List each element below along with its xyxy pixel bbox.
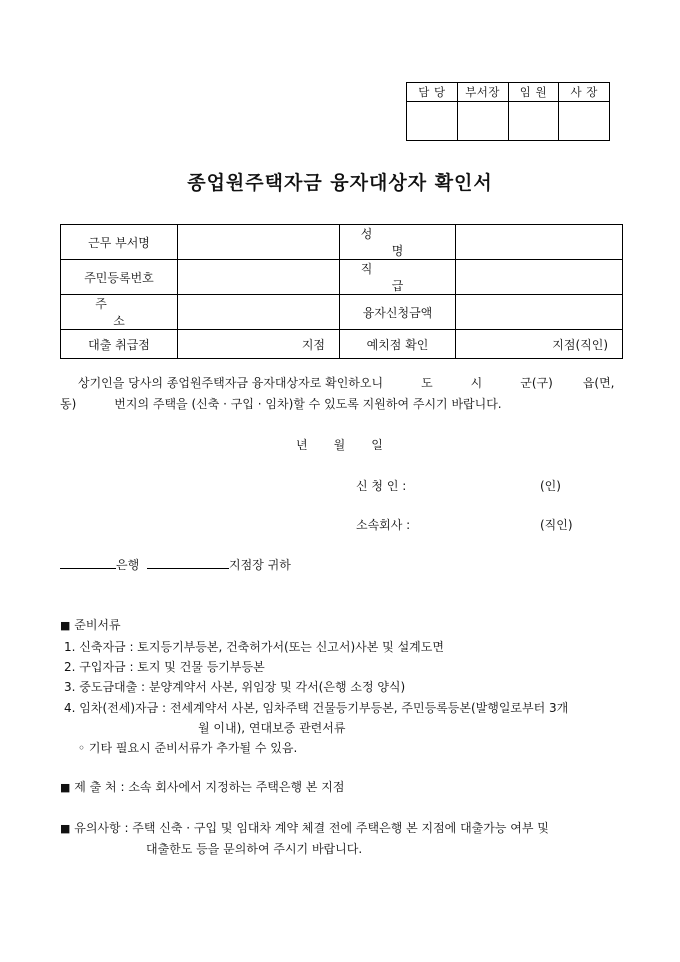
field-position[interactable] (456, 260, 623, 295)
label-name-text: 성 명 (360, 227, 466, 258)
statement-gun: 군(구) (520, 376, 553, 390)
approval-header-staff: 담 당 (407, 83, 458, 102)
caution-label: 유의사항 (74, 821, 121, 835)
statement-text: 상기인을 당사의 종업원주택자금 융자대상자로 확인하오니 (78, 376, 384, 390)
list-item-continued: 월 이내), 연대보증 관련서류 (198, 721, 346, 735)
approval-box (406, 82, 610, 141)
field-department[interactable] (178, 225, 340, 260)
square-bullet-icon: ■ (60, 619, 71, 632)
square-bullet-icon: ■ (60, 781, 71, 794)
table-row (61, 260, 623, 295)
list-item: 2. 구입자금 : 토지 및 건물 등기부등본 (64, 660, 265, 674)
addressee-bank: 은행 (116, 558, 140, 572)
statement-text-2: 번지의 주택을 (신축 · 구입 · 임차)할 수 있도록 지원하여 주시기 바랍니다. (114, 397, 502, 411)
document-title: 종업원주택자금 융자대상자 확인서 (187, 172, 493, 194)
company-label: 소속회사 : (356, 518, 411, 532)
field-address[interactable] (178, 295, 340, 330)
field-loan-amount[interactable] (456, 295, 623, 330)
documents-note: ◦ 기타 필요시 준비서류가 추가될 수 있음. (78, 741, 298, 755)
field-deposit-branch[interactable]: 지점(직인) (456, 330, 623, 359)
bank-name-blank[interactable] (60, 556, 116, 569)
approval-header-executive: 임 원 (508, 83, 559, 102)
submission-label: 제 출 처 (74, 780, 117, 794)
submission-row (60, 778, 344, 795)
label-loan-amount: 융자신청금액 (340, 295, 456, 330)
statement-si: 시 (470, 376, 483, 390)
applicant-label: 신 청 인 : (356, 479, 407, 493)
statement-do: 도 (421, 376, 433, 390)
table-row (61, 295, 623, 330)
approval-sign-manager[interactable] (457, 102, 508, 141)
label-department: 근무 부서명 (61, 225, 178, 260)
caution-line-1: : 주택 신축 · 구입 및 임대차 계약 체결 전에 주택은행 본 지점에 대출가능 여부 및 (124, 821, 549, 835)
addressee-branch: 지점장 귀하 (229, 558, 291, 572)
caution-line-2: 대출한도 등을 문의하여 주시기 바랍니다. (146, 842, 363, 856)
date-line (296, 436, 383, 453)
branch-name-blank[interactable] (147, 556, 229, 569)
field-name[interactable] (456, 225, 623, 260)
approval-header-president: 사 장 (559, 83, 610, 102)
label-loan-branch: 대출 취급점 (61, 330, 178, 359)
approval-header-manager: 부서장 (457, 83, 508, 102)
statement-line-2 (60, 394, 624, 415)
caution-row (60, 819, 549, 836)
label-address-text: 주 소 (95, 297, 161, 328)
square-bullet-icon: ■ (60, 822, 71, 835)
label-resident-number: 주민등록번호 (61, 260, 178, 295)
label-deposit-branch: 예치점 확인 (340, 330, 456, 359)
list-item: 1. 신축자금 : 토지등기부등본, 건축허가서(또는 신고서)사본 및 설계도면 (64, 640, 444, 654)
table-row (61, 330, 623, 359)
date-year: 년 (296, 438, 308, 452)
applicant-info-table (60, 224, 623, 359)
addressee-line (60, 556, 291, 573)
label-position-text: 직 급 (360, 262, 466, 293)
label-address (61, 295, 178, 330)
statement-paragraph (60, 373, 624, 415)
label-name (340, 225, 466, 260)
list-item: 4. 임차(전세)자금 : 전세계약서 사본, 임차주택 건물등기부등본, 주민등록등본(발행일로부터 3개 (64, 701, 569, 715)
statement-eup: 읍(면, (582, 376, 615, 390)
submission-text: : 소속 회사에서 지정하는 주택은행 본 지점 (120, 780, 345, 794)
statement-dong: 동) (60, 397, 77, 411)
table-row (61, 225, 623, 260)
documents-heading: 준비서류 (74, 618, 121, 632)
approval-sign-staff[interactable] (407, 102, 458, 141)
list-item: 3. 중도금대출 : 분양계약서 사본, 위임장 및 각서(은행 소정 양식) (64, 680, 406, 694)
company-seal[interactable]: (직인) (540, 518, 573, 532)
documents-heading-row (60, 616, 121, 633)
statement-line-1 (60, 373, 624, 394)
field-loan-branch[interactable]: 지점 (178, 330, 340, 359)
approval-sign-executive[interactable] (508, 102, 559, 141)
date-day: 일 (371, 438, 383, 452)
applicant-seal[interactable]: (인) (540, 479, 561, 493)
label-position (340, 260, 466, 295)
approval-sign-president[interactable] (559, 102, 610, 141)
field-resident-number[interactable] (178, 260, 340, 295)
date-month: 월 (333, 438, 346, 452)
